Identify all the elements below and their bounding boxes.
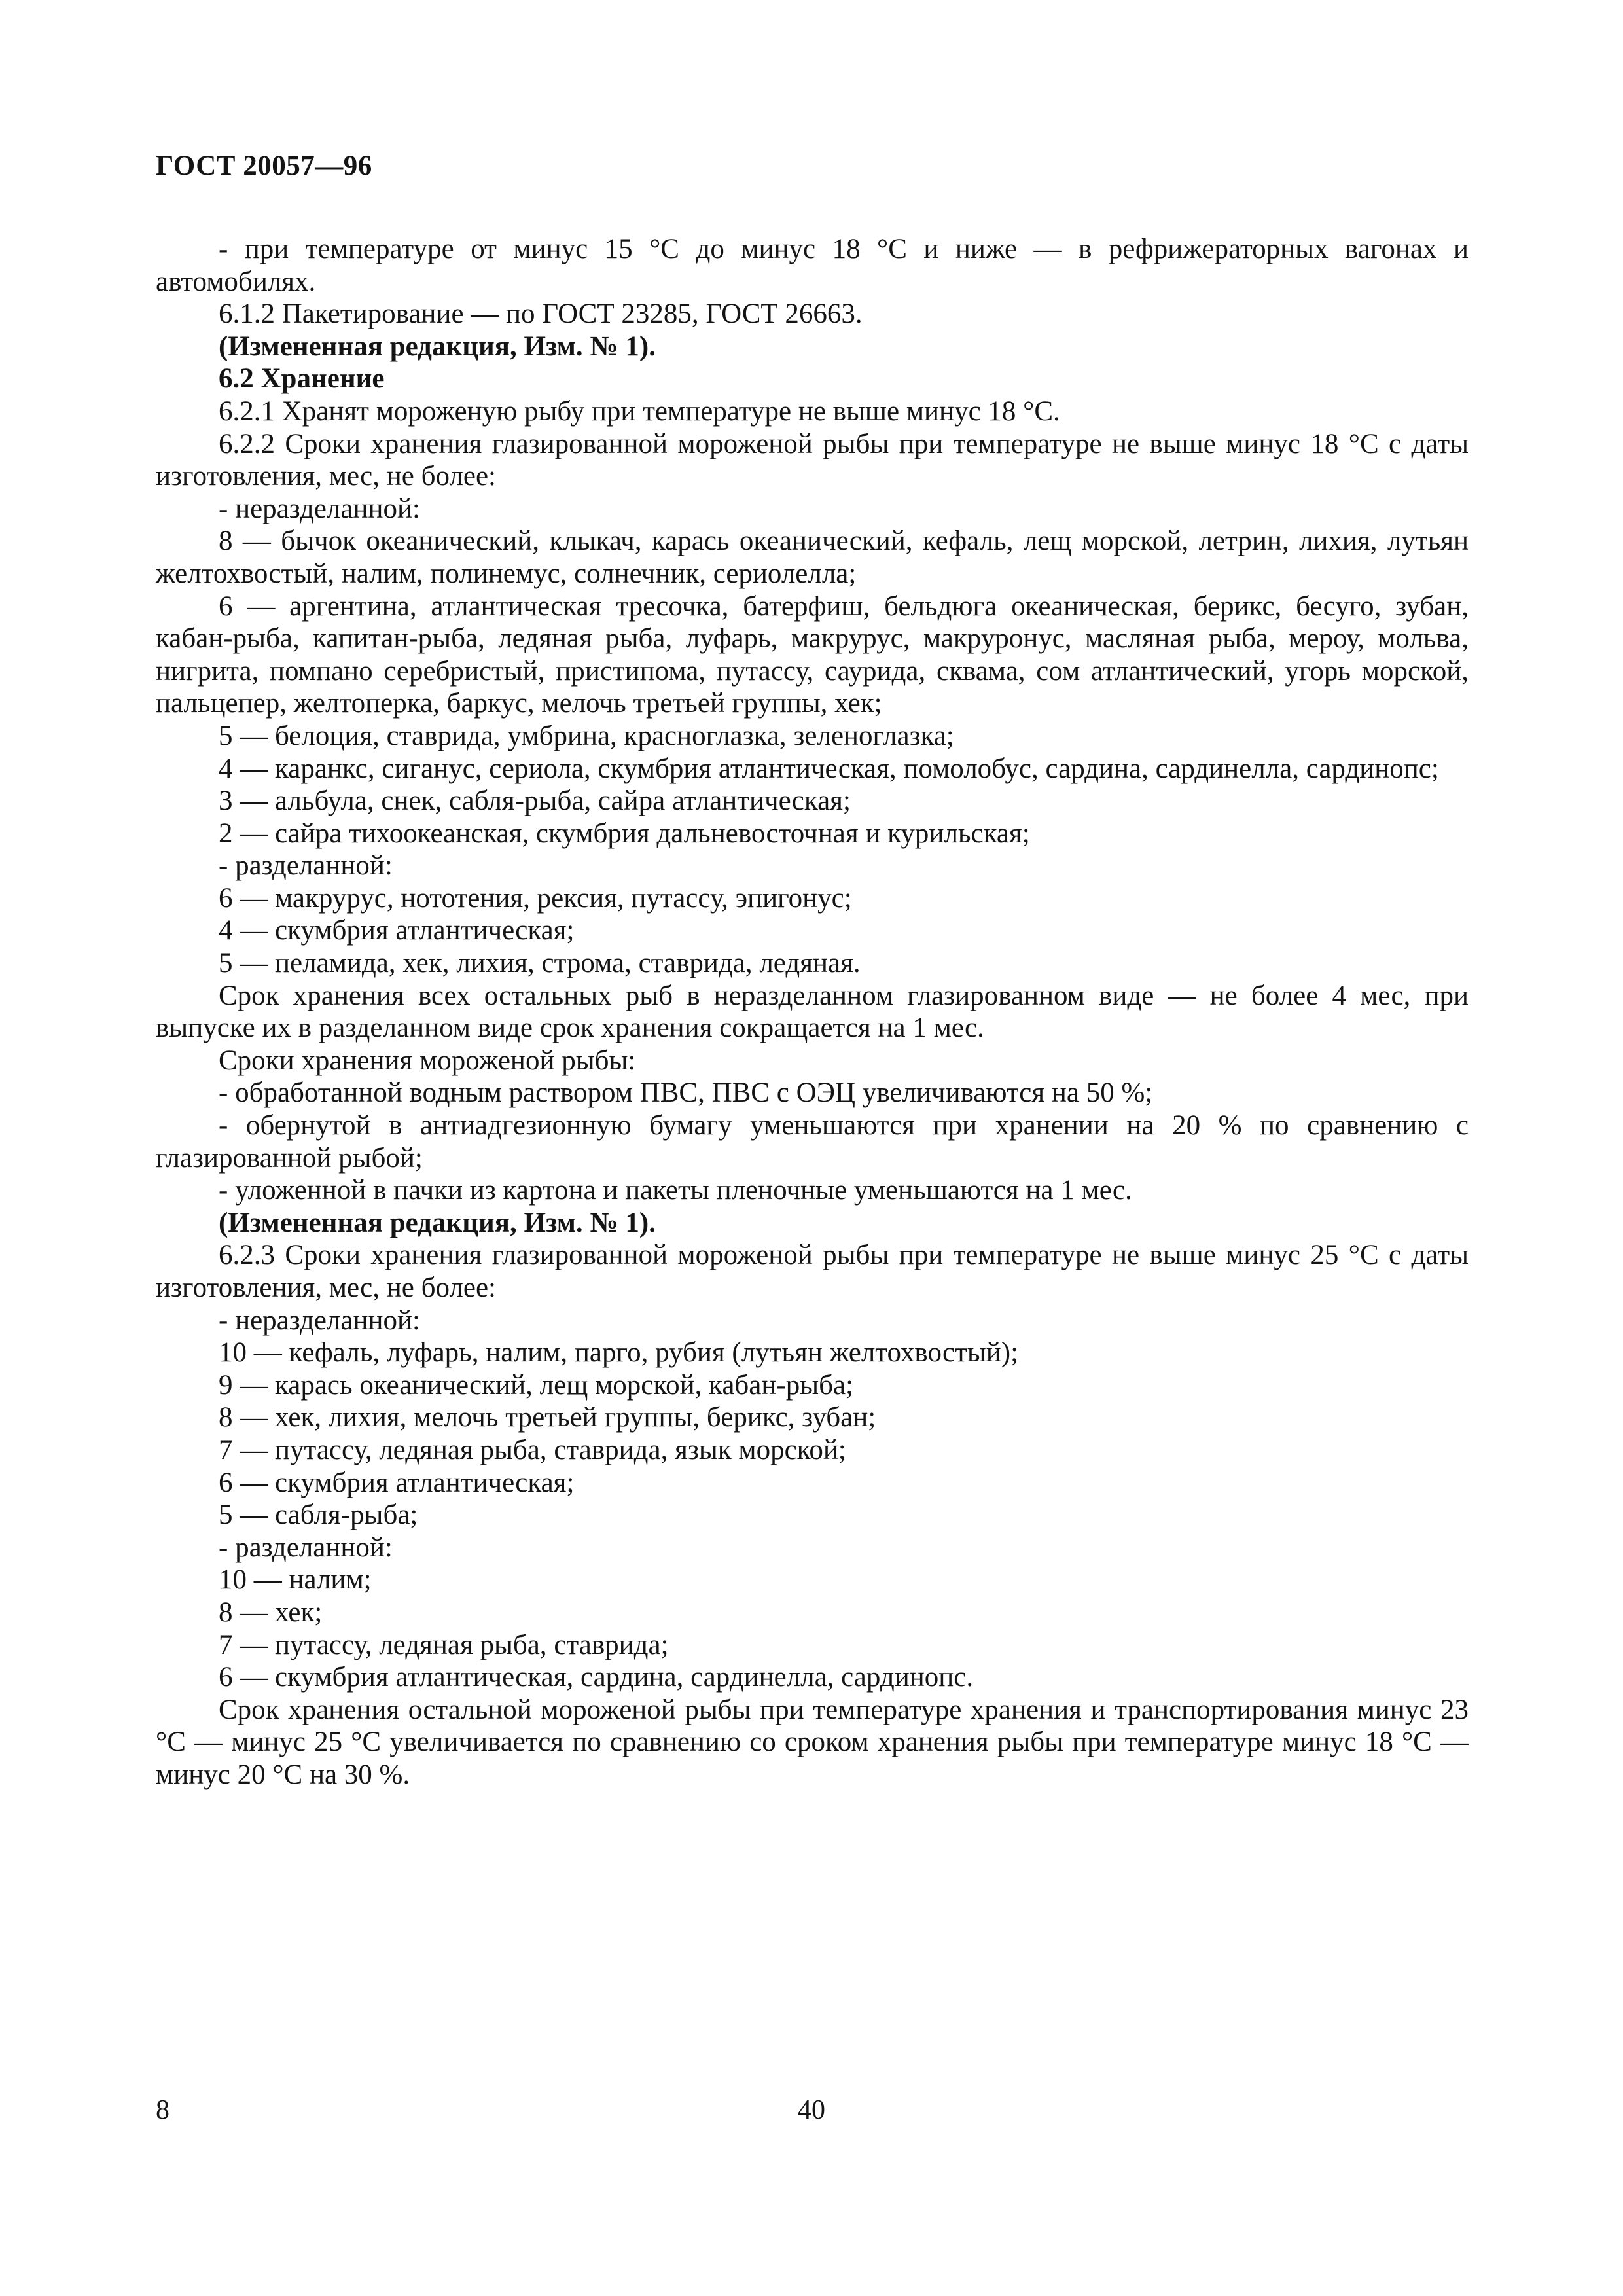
paragraph-6-2-3: 6.2.3 Сроки хранения глазированной мороженой рыбы при температуре не выше минус 25 °С с даты изготовления, мес, не более: xyxy=(156,1240,1469,1303)
paragraph-other-fish: Срок хранения всех остальных рыб в неразделанном глазированном виде — не более 4 мес, при выпуске их в разделанном виде срок хранения сокращается на 1 мес. xyxy=(156,980,1469,1044)
paragraph-6-2-2: 6.2.2 Сроки хранения глазированной мороженой рыбы при температуре не выше минус 18 °С с даты изготовления, мес, не более: xyxy=(156,428,1469,492)
sheet-number: 40 xyxy=(798,2095,825,2125)
paragraph-extended-storage: Срок хранения остальной мороженой рыбы при температуре хранения и транспортирования минус 23 °С — минус 25 °С увеличивается по сравнению со сроком хранения рыбы при температуре минус 18 °С — минус 20 °С на 30 %. xyxy=(156,1694,1469,1790)
list-item: - обернутой в антиадгезионную бумагу уменьшаются при хранении на 20 % по сравнению с глазированной рыбой; xyxy=(156,1110,1469,1174)
list-item: 6 — скумбрия атлантическая; xyxy=(219,1467,575,1498)
list-item: 6 — скумбрия атлантическая, сардина, сардинелла, сардинопс. xyxy=(219,1662,974,1693)
list-item: 9 — карась океанический, лещ морской, кабан-рыба; xyxy=(219,1369,854,1401)
paragraph-transport-temperature: - при температуре от минус 15 °С до минус 18 °С и ниже — в рефрижераторных вагонах и автомобилях. xyxy=(156,234,1469,297)
section-heading-storage: 6.2 Хранение xyxy=(219,363,385,395)
list-heading-ungutted: - неразделанной: xyxy=(219,493,420,524)
list-heading-gutted: - разделанной: xyxy=(219,850,393,882)
list-item: 6 — макрурус, нототения, рексия, путассу, эпигонус; xyxy=(219,882,852,914)
page-number: 8 xyxy=(156,2095,169,2125)
list-item: - уложенной в пачки из картона и пакеты пленочные уменьшаются на 1 мес. xyxy=(219,1175,1132,1206)
amendment-note: (Измененная редакция, Изм. № 1). xyxy=(219,1207,656,1238)
list-item: 10 — налим; xyxy=(219,1564,372,1596)
list-item: - обработанной водным раствором ПВС, ПВС с ОЭЦ увеличиваются на 50 %; xyxy=(219,1077,1153,1109)
list-item: 3 — альбула, снек, сабля-рыба, сайра атлантическая; xyxy=(219,785,851,817)
paragraph-storage-terms: Сроки хранения мороженой рыбы: xyxy=(219,1045,636,1076)
list-item: 4 — каранкс, сиганус, сериола, скумбрия атлантическая, помолобус, сардина, сардинелла, сардинопс; xyxy=(219,753,1439,784)
list-item: 4 — скумбрия атлантическая; xyxy=(219,915,575,946)
list-item: 6 — аргентина, атлантическая тресочка, батерфиш, бельдюга океаническая, берикс, бесуго, зубан, кабан-рыба, капитан-рыба, ледяная рыба, луфарь, макрурус, макруронус, масляная рыба, мероу, мольва, нигрита, помпано серебристый, пристипома, путассу, саурида, сквама, сом атлантический, угорь морской, пальцепер, желтоперка, баркус, мелочь третьей группы, хек; xyxy=(156,590,1469,719)
list-item: 2 — сайра тихоокеанская, скумбрия дальневосточная и курильская; xyxy=(219,817,1030,849)
list-item: 8 — бычок океанический, клыкач, карась океанический, кефаль, лещ морской, летрин, лихия, лутьян желтохвостый, налим, полинемус, солнечник, сериолелла; xyxy=(156,526,1469,589)
list-heading-gutted: - разделанной: xyxy=(219,1532,393,1563)
list-item: 5 — белоция, ставрида, умбрина, красноглазка, зеленоглазка; xyxy=(219,720,954,751)
document-body xyxy=(156,233,1469,1791)
list-item: 8 — хек, лихия, мелочь третьей группы, берикс, зубан; xyxy=(219,1402,876,1433)
document-header: ГОСТ 20057—96 xyxy=(156,151,372,181)
list-item: 5 — пеламида, хек, лихия, строма, ставрида, ледяная. xyxy=(219,948,861,979)
list-item: 8 — хек; xyxy=(219,1596,323,1628)
paragraph-6-2-1: 6.2.1 Хранят мороженую рыбу при температуре не выше минус 18 °С. xyxy=(219,395,1060,427)
list-heading-ungutted: - неразделанной: xyxy=(219,1304,420,1336)
paragraph-6-1-2: 6.1.2 Пакетирование — по ГОСТ 23285, ГОСТ 26663. xyxy=(219,298,863,330)
list-item: 5 — сабля-рыба; xyxy=(219,1499,418,1531)
list-item: 7 — путассу, ледяная рыба, ставрида, язык морской; xyxy=(219,1434,846,1465)
list-item: 10 — кефаль, луфарь, налим, парго, рубия (лутьян желтохвостый); xyxy=(219,1337,1019,1369)
amendment-note: (Измененная редакция, Изм. № 1). xyxy=(219,331,656,362)
list-item: 7 — путассу, ледяная рыба, ставрида; xyxy=(219,1629,669,1660)
